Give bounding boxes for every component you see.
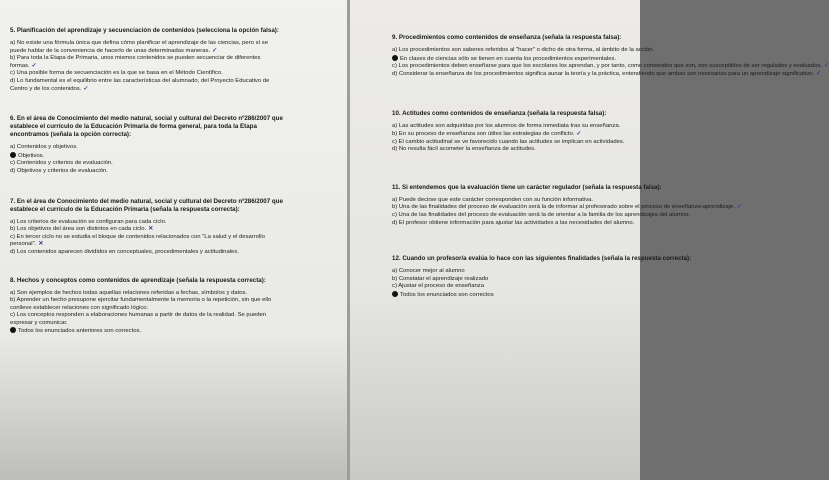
question-title: 10. Actitudes como contenidos de enseñanza (señala la respuesta falsa):	[392, 110, 607, 118]
option-b: b) Aprender un hecho presupone ejercitar fundamentalmente la memoria o la repetición, sin que ello conlleve establecer relaciones con significado lógico.	[10, 297, 272, 311]
option-b: b) Una de las finalidades del proceso de evaluación será la de informar al profesorado sobre el proceso de enseñanza-aprendizaje. ✓	[392, 204, 742, 211]
option-d: d) No resulta fácil acometer la enseñanza de actitudes.	[392, 146, 536, 153]
question-title: 7. En el área de Conocimiento del medio natural, social y cultural del Decreto nº286/2007 que establece el currículo de la Educación Primaria (señala la respuesta correcta):	[10, 197, 283, 213]
option-c: c) El cambio actitudinal se ve favorecido cuando las actitudes se implican en actividades.	[392, 138, 625, 145]
question-10	[392, 110, 640, 153]
check-mark: ✓	[83, 85, 89, 92]
check-mark: ✓	[212, 47, 218, 54]
cross-mark: ✕	[148, 226, 154, 233]
option-d: d) Considerar la enseñanza de los procedimientos significa aunar la teoría y la práctica, entendiendo que ambas son necesarias para un aprendizaje significativo. ✓	[392, 70, 822, 77]
option-b: b) Para toda la Etapa de Primaria, unos mismos contenidos se pueden secuenciar de diferentes formas. ✓	[10, 55, 261, 69]
option-b-selected: Objetivos.	[10, 152, 338, 161]
check-mark: ✓	[31, 62, 37, 69]
question-title: 9. Procedimientos como contenidos de enseñanza (señala la respuesta falsa):	[392, 34, 622, 41]
question-5	[10, 27, 338, 93]
option-a: a) No existe una fórmula única que defina cómo planificar el aprendizaje de las ciencias, pero sí se puede hablar de la conveniencia de hacerlo de unas determinadas maneras. ✓	[10, 40, 269, 54]
option-d: d) El profesor obtiene información para ajustar las actividades a las necesidades del alumno.	[392, 219, 635, 226]
question-title: 12. Cuando un profesor/a evalúa lo hace con las siguientes finalidades (señala la respuesta correcta):	[392, 255, 692, 263]
cross-mark: ✕	[38, 241, 44, 248]
option-d-selected: Todos los enunciados son correctos	[392, 291, 640, 300]
check-mark: ✓	[576, 130, 582, 137]
question-11	[392, 183, 742, 227]
option-a: a) Los procedimientos son saberes referidos al "hacer" o dicho de otra forma, al ámbito de la acción.	[392, 47, 655, 53]
option-d: d) Objetivos y criterios de evaluación.	[10, 167, 108, 174]
option-b: b) En su proceso de enseñanza son útiles las estrategias de conflicto. ✓	[392, 130, 582, 137]
option-c: c) Los conceptos responden a elaboraciones humanas a partir de datos de la realidad. Se pueden expresar y comunicar.	[10, 312, 267, 326]
question-title: 6. En el área de Conocimiento del medio natural, social y cultural del Decreto nº286/2007 que establece el currículo de la Educación Primaria de forma general, para toda la Etapa encontramos (señala la opción correcta):	[10, 115, 283, 139]
option-c: c) En tercer ciclo no se estudia el bloque de contenidos relacionados con "La salud y el desarrollo personal". ✕	[10, 233, 265, 248]
option-a: a) Son ejemplos de hechos todas aquellas relaciones referidas a fechas, símbolos y datos.	[10, 289, 248, 296]
option-c: c) Ajustar el proceso de enseñanza	[392, 283, 485, 290]
option-c: c) Contenidos y criterios de evaluación.	[10, 160, 113, 167]
option-a: a) Conocer mejor al alumno	[392, 268, 465, 275]
option-a: a) Los criterios de evaluación se configuran para cada ciclo.	[10, 218, 167, 225]
question-title: 5. Planificación del aprendizaje y secuenciación de contenidos (selecciona la opción falsa):	[10, 27, 279, 34]
option-a: a) Puede decirse que este carácter corresponden con su función informativa.	[392, 196, 594, 203]
option-b: b) Los objetivos del área son distintos en cada ciclo. ✕	[10, 226, 154, 233]
option-c: c) Una de las finalidades del proceso de evaluación será la de orientar a la familia de los aprendizajes del alumno.	[392, 211, 690, 218]
question-8	[10, 277, 338, 337]
check-mark: ✓	[823, 63, 829, 70]
option-b: b) Constatar el aprendizaje realizado	[392, 275, 489, 282]
option-d: d) Lo fundamental es el equilibrio entre las características del alumnado, del Proyecto Educativo de Centro y de los contenidos. ✓	[10, 77, 270, 92]
check-mark: ✓	[816, 70, 822, 77]
option-c: c) Una posible forma de secuenciación es la que se basa en el Método Científico.	[10, 70, 223, 77]
right-exam-page	[350, 0, 829, 480]
option-d: d) Los contenidos aparecen divididos en conceptuales, procedimentales y actitudinales.	[10, 248, 239, 255]
question-title: 8. Hechos y conceptos como contenidos de aprendizaje (señala la respuesta correcta):	[10, 276, 266, 284]
option-a: a) Contenidos y objetivos.	[10, 144, 78, 151]
option-d-selected: Todos los enunciados anteriores son correctos.	[10, 327, 338, 336]
question-9	[392, 34, 829, 78]
check-mark: ✓	[736, 204, 742, 211]
question-title: 11. Si entendemos que la evaluación tiene un carácter regulador (señala la respuesta falsa):	[392, 183, 662, 191]
option-c: c) Los procedimientos deben enseñarse para que los escolares los aprendan, y por tanto, como contenidos que son, son susceptibles de ser regulados y evaluados. ✓	[392, 63, 829, 70]
question-7	[10, 198, 338, 257]
option-b-selected: En clases de ciencias sólo se tienen en cuenta los procedimientos experimentales.	[392, 55, 640, 64]
left-exam-page	[0, 0, 348, 480]
question-12	[392, 255, 692, 299]
option-a: a) Las actitudes son adquiridas por los alumnos de forma inmediata tras su enseñanza.	[392, 123, 621, 130]
question-6	[10, 115, 338, 175]
